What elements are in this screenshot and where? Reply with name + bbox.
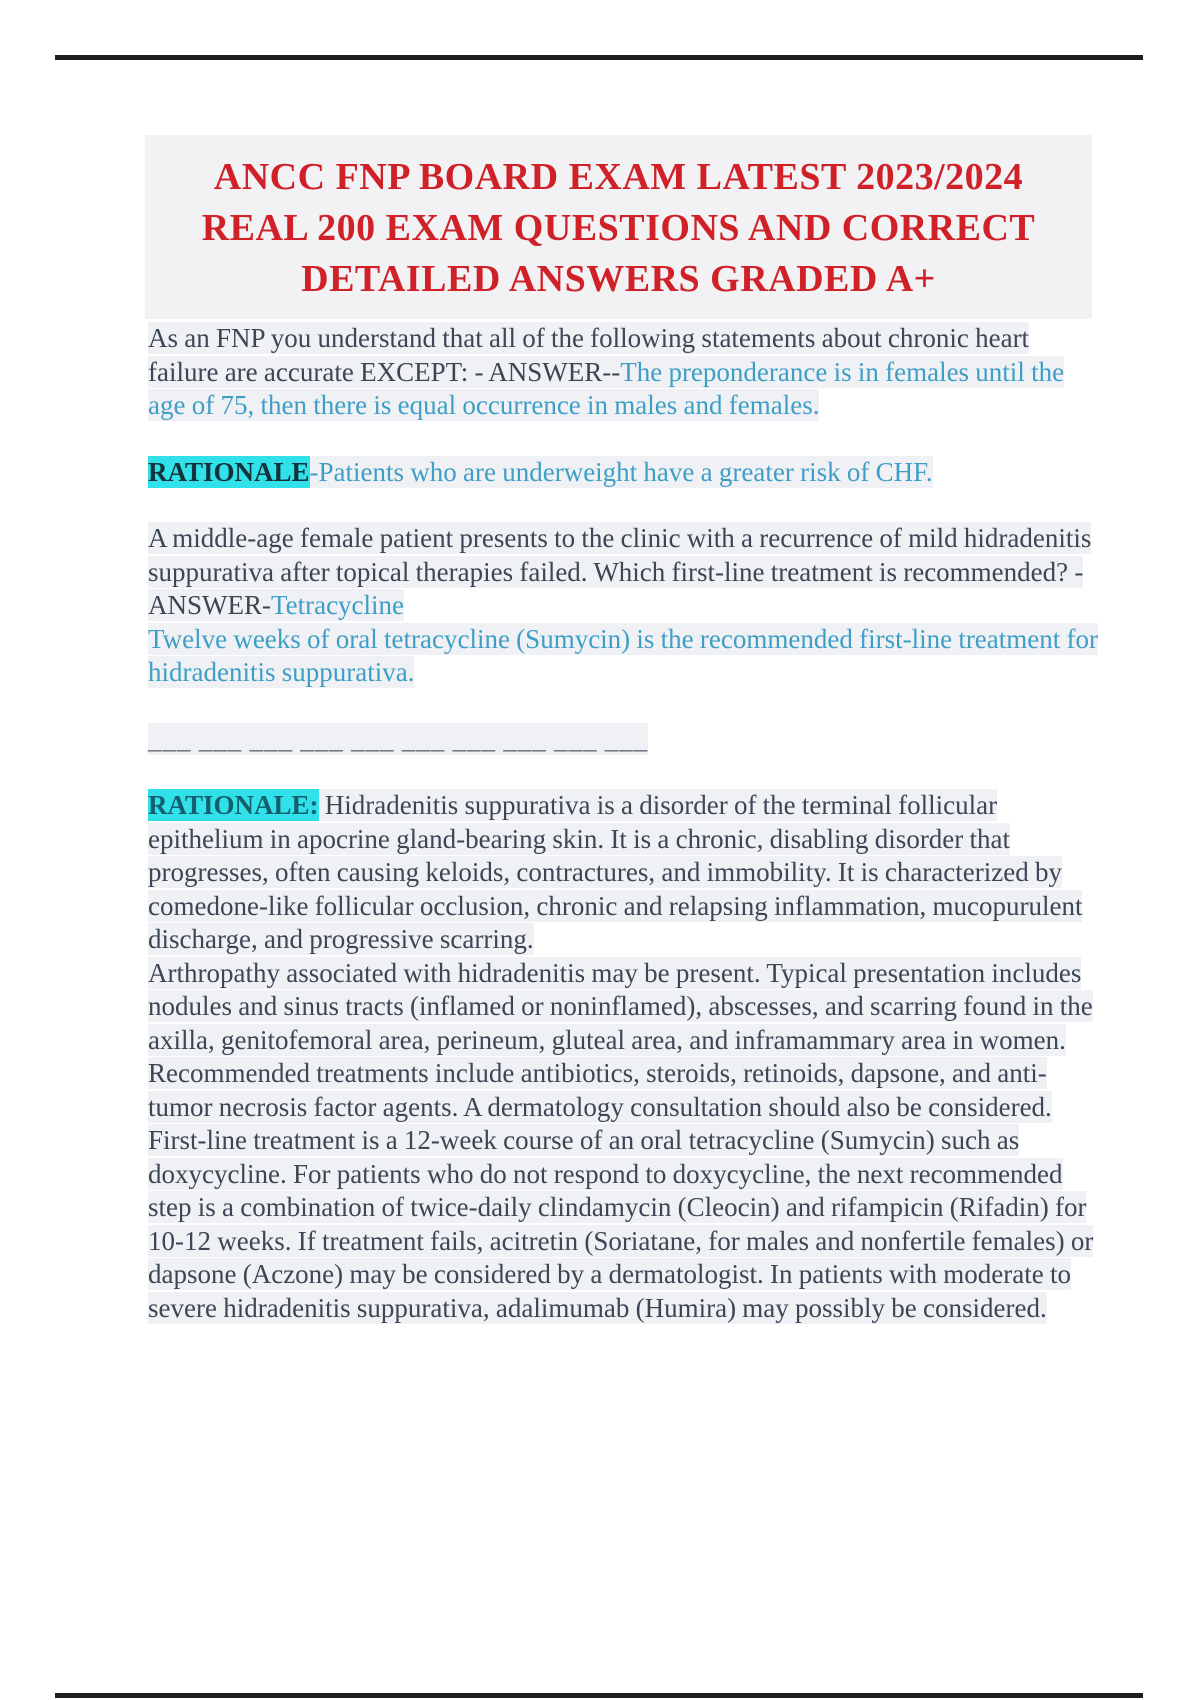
text-segment-teal: Tetracycline [271, 590, 405, 620]
text-segment-teal: -Patients who are underweight have a greater risk of CHF. [309, 456, 933, 487]
text-segment-teal: The preponderance is in females until the age of 75, then there is equal occurrence in males and females. [148, 356, 1065, 420]
document-title [145, 135, 1092, 319]
text-segment-hl-dark: RATIONALE [148, 456, 310, 487]
text-segment-dark: As an FNP you understand that all of the following statements about chronic heart failure are accurate EXCEPT: - ANSWER-- [148, 323, 1030, 387]
question-answer [148, 322, 1100, 423]
text-segment-dark: Recommended treatments include antibiotics, steroids, retinoids, dapsone, and anti-tumor necrosis factor agents. A dermatology consultation should also be considered. [148, 1058, 1052, 1122]
text-segment-teal: Twelve weeks of oral tetracycline (Sumycin) is the recommended first-line treatment for hidradenitis suppurativa. [148, 623, 1098, 687]
text-segment-dark: First-line treatment is a 12-week course of an oral tetracycline (Sumycin) such as doxycycline. For patients who do not respond to doxycycline, the next recommended step is a combination of twice-daily clindamycin (Cleocin) and rifampicin (Rifadin) for 10-12 weeks. If treatment fails, acitretin (Soriatane, for males and nonfertile females) or dapsone (Aczone) may be considered by a dermatologist. In patients with moderate to severe hidradenitis suppurativa, adalimumab (Humira) may possibly be considered. [148, 1125, 1094, 1323]
text-segment-dark: Hidradenitis suppurativa is a disorder of the terminal follicular epithelium in apocrine gland-bearing skin. It is a chronic, disabling disorder that progresses, often causing keloids, contractures, and immobility. It is characterized by comedone-like follicular occlusion, chronic and relapsing inflammation, mucopurulent discharge, and progressive scarring. [148, 790, 1083, 954]
text-segment-dark: A middle-age female patient presents to the clinic with a recurrence of mild hidradenitis suppurativa after topical therapies failed. Which first-line treatment is recommended? - ANSWER- [148, 523, 1092, 620]
rationale-line [148, 456, 1100, 490]
text-segment-hl-teal: RATIONALE: [148, 790, 319, 820]
divider [148, 723, 1100, 757]
top-horizontal-rule [55, 55, 1143, 60]
text-segment-dark: Arthropathy associated with hidradenitis may be present. Typical presentation includes nodules and sinus tracts (inflamed or noninflamed), abscesses, and scarring found in the axilla, genitofemoral area, perineum, gluteal area, and inframammary area in women. [148, 957, 1093, 1055]
question-answer [148, 522, 1100, 690]
title-line-2: REAL 200 EXAM QUESTIONS AND CORRECT [201, 207, 1036, 249]
title-line-1: ANCC FNP BOARD EXAM LATEST 2023/2024 [213, 156, 1024, 198]
document-body [148, 322, 1100, 1325]
text-segment-divider: ___ ___ ___ ___ ___ ___ ___ ___ ___ ___ [148, 723, 649, 754]
title-line-3: DETAILED ANSWERS GRADED A+ [301, 258, 936, 300]
bottom-horizontal-rule [55, 1693, 1143, 1698]
rationale-paragraph [148, 789, 1100, 1325]
